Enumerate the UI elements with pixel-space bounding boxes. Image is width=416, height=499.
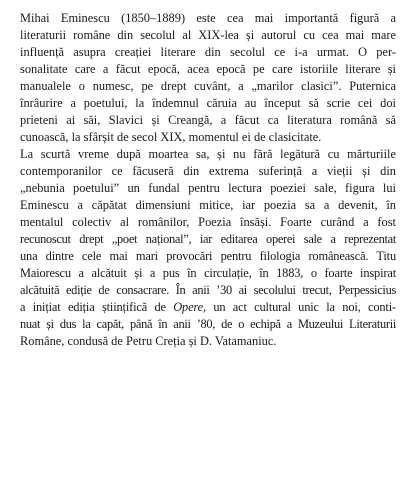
text-line: nuat și dus la capăt, până în anii ’80, de o echipă a Muzeului Literaturii [20, 317, 396, 331]
text-line: cunoască, la sfârșit de secol XIX, momentul ei de clasicitate. [20, 130, 322, 144]
text-line: Eminescu a căpătat dimensiuni mitice, iar poezia sa a devenit, în [20, 198, 396, 212]
text-line: înrâurire a poetului, la îndemnul căruia au început să scrie cei doi [20, 96, 396, 110]
text-line: manualele o numesc, pe drept cuvânt, a „marilor clasici”. Puternica [20, 79, 396, 93]
text-line: influență asupra creației literare din secolul ce i-a urmat. O per- [20, 45, 396, 59]
text-line: Române, condusă de Petru Creția și D. Vatamaniuc. [20, 334, 277, 348]
text-line: „nebunia poetului” un fundal pentru lectura poeziei sale, figura lui [20, 181, 396, 195]
text-line: literaturii române din secolul al XIX-lea și autorul cu cea mai mare [20, 28, 396, 42]
paragraph-1 [20, 10, 396, 146]
text-line: contemporanilor ce făcuseră din extrema suferință a vieții și din [20, 164, 396, 178]
text-line: alcătuită ediție de consacrare. În anii ’30 ai secolului trecut, Perpessicius [20, 283, 396, 297]
text-line: La scurtă vreme după moartea sa, și nu fără legătură cu mărturiile [20, 147, 396, 161]
text-line: mentalul colectiv al românilor, Poezia însăși. Foarte curând a fost [20, 215, 396, 229]
text-line: prieteni ai săi, Slavici și Creangă, a făcut ca literatura română să [20, 113, 396, 127]
text-line: Maiorescu a alcătuit și a pus în circulație, în 1883, o foarte inspirat [20, 266, 396, 280]
text-line: recunoscut drept „poet național”, iar editarea operei sale a reprezentat [20, 232, 396, 246]
paragraph-2 [20, 146, 396, 350]
text-line: Mihai Eminescu (1850–1889) este cea mai importantă figură a [20, 11, 396, 25]
document-page [20, 10, 396, 350]
text-line: sonalitate care a făcut epocă, acea epocă pe care istoriile literare și [20, 62, 396, 76]
text-line: a inițiat ediția științifică de Opere, un act cultural unic la noi, conti- [20, 300, 396, 314]
text-line: una dintre cele mai mari provocări pentru filologia românească. Titu [20, 249, 396, 263]
